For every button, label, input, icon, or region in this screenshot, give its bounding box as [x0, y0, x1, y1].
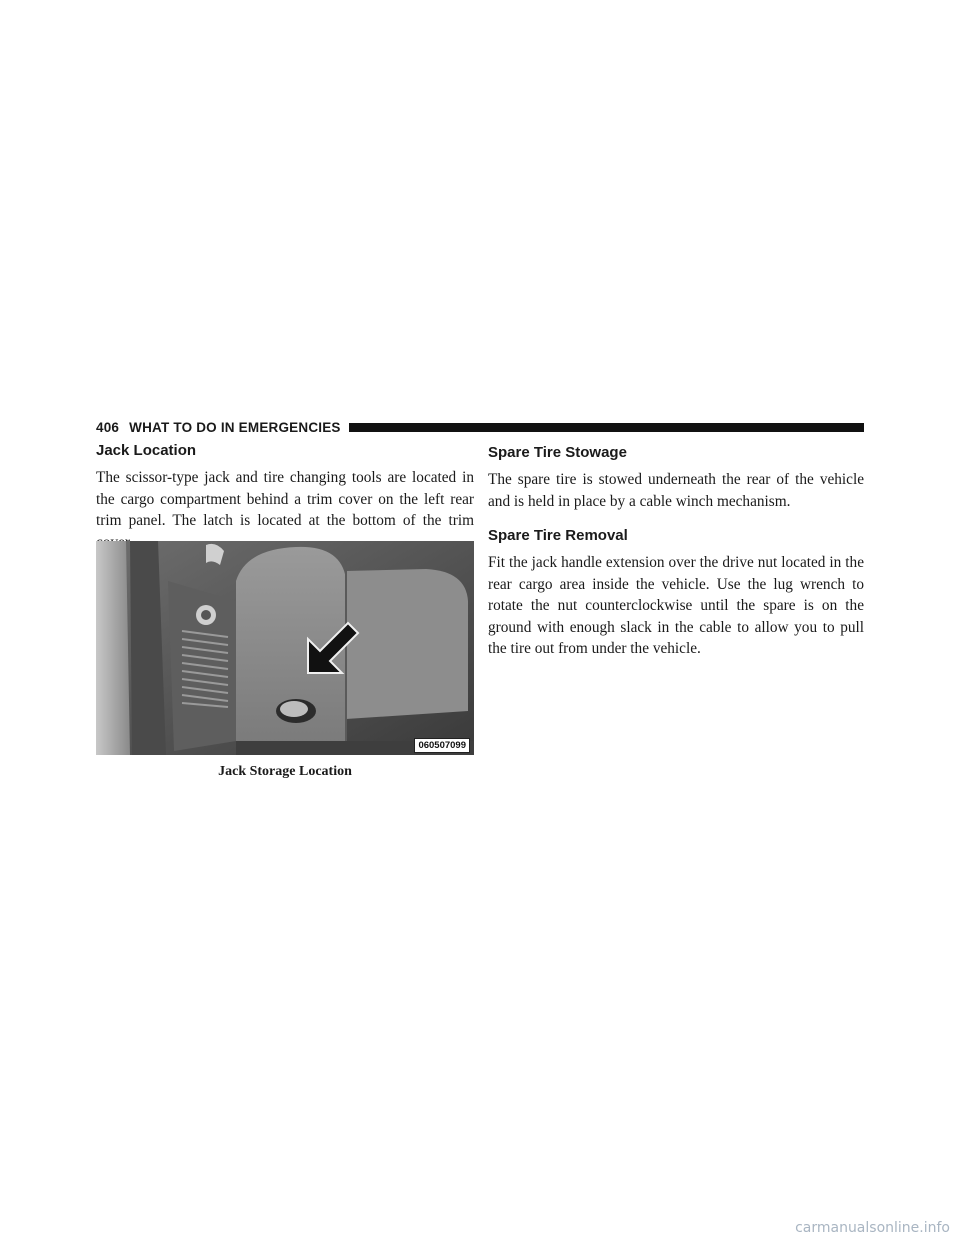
spare-tire-stowage-paragraph: The spare tire is stowed underneath the rear of the vehicle and is held in place by a cable winch mechanism. [488, 471, 864, 510]
right-column [488, 441, 864, 660]
left-column [96, 441, 474, 553]
jack-location-heading: Jack Location [96, 442, 197, 459]
page-header [96, 418, 864, 436]
section-title: WHAT TO DO IN EMERGENCIES [129, 419, 341, 435]
spare-tire-stowage-heading: Spare Tire Stowage [488, 444, 627, 461]
figure-id-label: 060507099 [414, 738, 470, 753]
page-number: 406 [96, 419, 120, 435]
header-rule [349, 423, 864, 432]
jack-storage-figure [96, 541, 474, 755]
figure-caption: Jack Storage Location [218, 764, 352, 779]
spare-tire-removal-paragraph: Fit the jack handle extension over the drive nut located in the rear cargo area inside the vehicle. Use the lug wrench to rotate the nut counterclockwise until the spare is on the ground with enough slack in the cable to allow you to pull the tire out from under the vehicle. [488, 554, 864, 657]
watermark: carmanualsonline.info [795, 1220, 950, 1236]
cargo-area-illustration [96, 541, 474, 755]
jack-location-paragraph: The scissor-type jack and tire changing tools are located in the cargo compartment behind a trim cover on the left rear trim panel. The latch is located at the bottom of the trim [96, 469, 474, 529]
spare-tire-removal-heading: Spare Tire Removal [488, 527, 628, 544]
